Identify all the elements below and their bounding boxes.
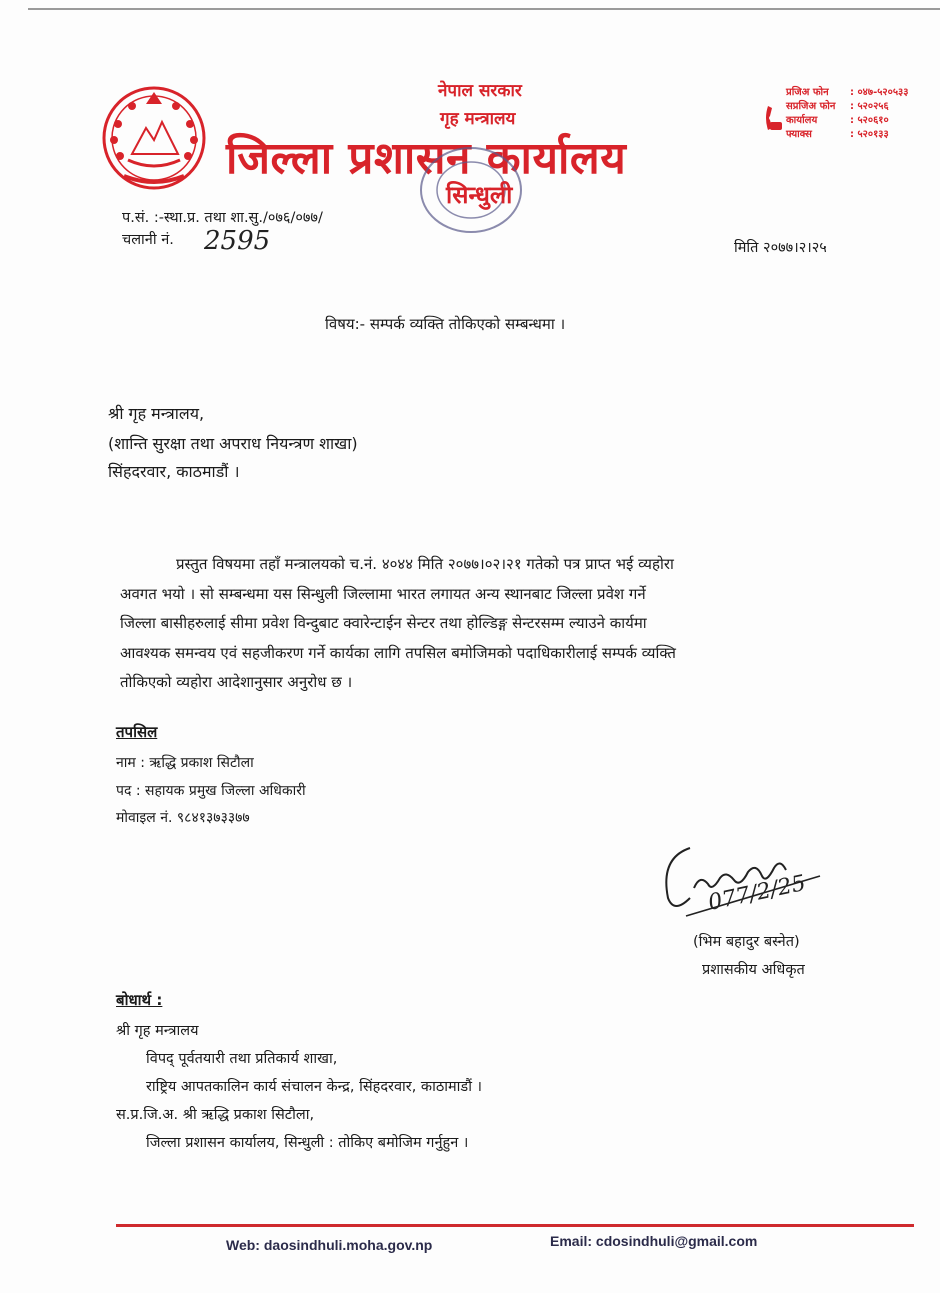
recipient-line: श्री गृह मन्त्रालय, [108, 404, 205, 423]
bodhartha-heading: बोधार्थ : [116, 991, 163, 1009]
body-line: अवगत भयो । सो सम्बन्धमा यस सिन्धुली जिल्लामा भारत लगायत अन्य स्थानबाट जिल्ला प्रवेश गर्ने [120, 584, 646, 603]
contact-list [786, 86, 908, 142]
chalani-label: चलानी नं. [122, 232, 174, 248]
reference-number: प.सं. :-स्था.प्र. तथा शा.सु./०७६/०७७/ [122, 210, 323, 226]
contact-person-name: नाम : ऋद्धि प्रकाश सिटौला [116, 755, 254, 771]
cc-line: स.प्र.जि.अ. श्री ऋद्धि प्रकाश सिटौला, [116, 1107, 315, 1123]
recipient-line: (शान्ति सुरक्षा तथा अपराध नियन्त्रण शाखा) [108, 434, 358, 453]
district-title: सिन्धुली [446, 181, 513, 209]
contact-row: सप्रजिअ फोन : ५२०२५६ [786, 101, 889, 112]
top-scan-rule [28, 8, 940, 10]
footer-website[interactable]: Web: daosindhuli.moha.gov.np [226, 1237, 433, 1253]
government-title: नेपाल सरकार [438, 81, 522, 101]
nepal-emblem-icon [98, 84, 210, 194]
body-line: आवश्यक समन्वय एवं सहजीकरण गर्ने कार्यका लागि तपसिल बमोजिमको पदाधिकारीलाई सम्पर्क व्यक्ति [120, 643, 676, 662]
tapasil-heading: तपसिल [116, 723, 158, 741]
footer-rule [116, 1224, 914, 1227]
body-line: प्रस्तुत विषयमा तहाँ मन्त्रालयको च.नं. ४०४४ मिति २०७७।०२।२१ गतेको पत्र प्राप्त भई व्यहोरा [176, 555, 674, 573]
cc-line: जिल्ला प्रशासन कार्यालय, सिन्धुली : तोकिए बमोजिम गर्नुहुन । [146, 1135, 469, 1151]
signatory-title: प्रशासकीय अधिकृत [702, 962, 805, 978]
phone-icon [764, 104, 784, 132]
signature-date: 077/2/25 [706, 870, 808, 916]
contact-row: फ्याक्स : ५२०१३३ [786, 129, 889, 140]
contact-person-mobile: मोवाइल नं. ९८४१३७३३७७ [116, 810, 250, 826]
cc-line: राष्ट्रिय आपतकालिन कार्य संचालन केन्द्र, सिंहदरवार, काठामाडौं । [146, 1079, 483, 1095]
body-line: जिल्ला बासीहरुलाई सीमा प्रवेश विन्दुबाट क्वारेन्टाईन सेन्टर तथा होल्डिङ्ग सेन्टरसम्म ल्याउने कार्यमा [120, 614, 647, 632]
signatory-name: (भिम बहादुर बस्नेत) [693, 934, 800, 950]
letter-date: मिति २०७७।२।२५ [734, 240, 827, 256]
cc-line: श्री गृह मन्त्रालय [116, 1023, 199, 1039]
ministry-title: गृह मन्त्रालय [440, 109, 516, 129]
letter-body [120, 550, 910, 698]
footer-email[interactable]: Email: cdosindhuli@gmail.com [550, 1233, 758, 1249]
recipient-line: सिंहदरवार, काठमाडौं । [108, 462, 240, 481]
chalani-number: 2595 [204, 226, 271, 256]
contact-person-post: पद : सहायक प्रमुख जिल्ला अधिकारी [116, 783, 306, 799]
contact-row: कार्यालय : ५२०६१० [786, 115, 889, 126]
contact-row: प्रजिअ फोन : ०४७-५२०५३३ [786, 87, 909, 98]
cc-line: विपद् पूर्वतयारी तथा प्रतिकार्य शाखा, [146, 1051, 338, 1067]
body-line: तोकिएको व्यहोरा आदेशानुसार अनुरोध छ । [120, 673, 353, 691]
office-title: जिल्ला प्रशासन कार्यालय [226, 133, 627, 184]
subject-line: विषय:- सम्पर्क व्यक्ति तोकिएको सम्बन्धमा । [325, 315, 566, 333]
handwritten-signature-icon [650, 818, 880, 928]
